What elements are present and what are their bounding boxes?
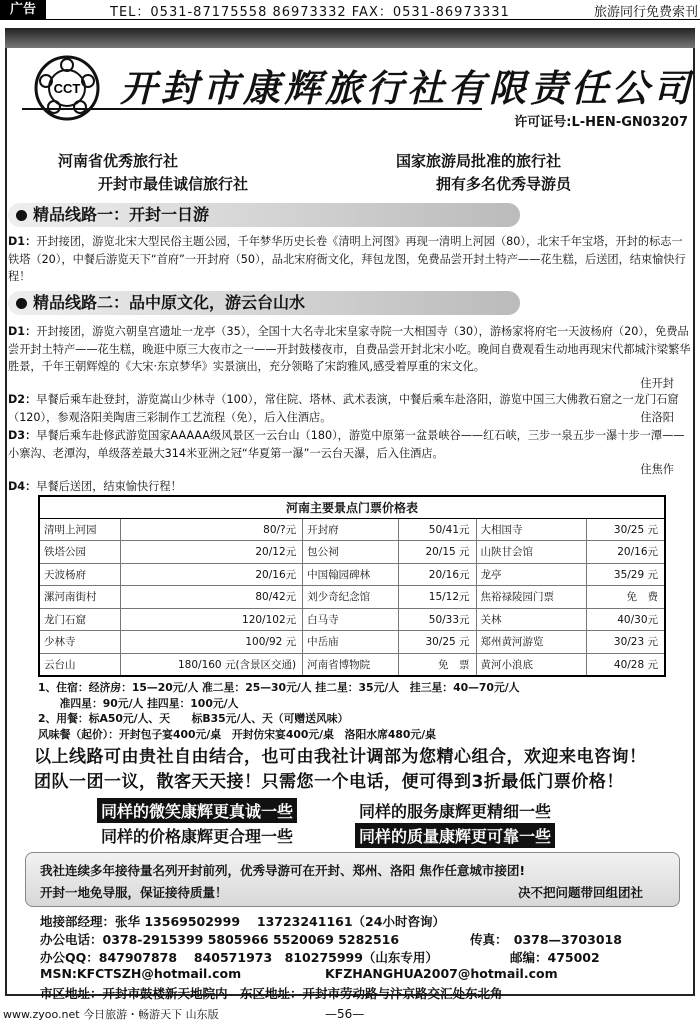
title-underline — [22, 108, 482, 110]
attraction-name: 清明上河园 — [39, 518, 121, 541]
note-line: 1、住宿：经济房：15—20元/人 准二星：25—30元/人 挂二星：35元/人 挂三星：40—70元/人 — [38, 681, 520, 694]
license-number: 许可证号:L-HEN-GN03207 — [514, 115, 688, 130]
route2-title: 精品线路二：品中原文化，游云台山水 — [33, 293, 306, 312]
ticket-price: 30/25 元 — [587, 518, 665, 541]
honor-2: 开封市最佳诚信旅行社 — [98, 175, 249, 193]
office-qq: 办公QQ：847907878 840571973 810275999（山东专用） — [40, 950, 438, 965]
address: 市区地址：开封市鼓楼新天地院内 东区地址：开封市劳动路与汴京路交汇处东北角 — [40, 986, 503, 1001]
page-number: —56— — [325, 1007, 365, 1021]
route2-day1: D1：开封接团，游览六朝皇宫遗址一龙亭（35），全国十大名寺北宋皇家寺院一大相国寺（30），游杨家将府宅一天波杨府（20），免费品尝开封土特产——花生糕，晚逛中原三大夜市之一——开封鼓楼夜市，自费品尝开封北宋小吃。晚间自费观看生动地再现宋代都城汴梁繁华胜景，千年王朝辉煌的《大宋·东京梦华》实景演出，充分领略了宋韵雅风,感受着厚重的宋文化。 — [8, 325, 691, 373]
footer-site: www.zyoo.net 今日旅游・畅游天下 山东版 — [3, 1008, 219, 1021]
attraction-name: 关林 — [476, 608, 587, 631]
ticket-price: 20/16元 — [587, 541, 665, 564]
ticket-price: 20/12元 — [121, 541, 303, 564]
attraction-name: 郑州黄河游览 — [476, 631, 587, 654]
route2-stay3: 住焦作 — [640, 463, 674, 476]
slogan-2: 团队一团一议，散客天天接！只需您一个电话，便可得到3折最低门票价格！ — [34, 772, 624, 792]
service-line1: 我社连续多年接待量名列开封前列，优秀导游可在开封、郑州、洛阳 焦作任意城市接团! — [40, 863, 526, 878]
promo-block-3: 同样的价格康辉更合理一些 — [101, 827, 294, 846]
table-row — [39, 541, 665, 564]
ticket-price: 50/41元 — [398, 518, 476, 541]
msn-1: MSN:KFCTSZH@hotmail.com — [40, 966, 242, 981]
route2-day4: D4：早餐后送团，结束愉快行程！ — [8, 480, 182, 493]
msn-2: KFZHANGHUA2007@hotmail.com — [325, 966, 558, 981]
attraction-name: 河南省博物院 — [303, 653, 399, 676]
route2-day3: D3：早餐后乘车赴修武游览国家AAAAA级风景区一云台山（180），游览中原第一盆景峡谷——红石峡，三步一泉五步一瀑十步一潭——小寨沟、老潭沟，单级落差最大314米亚洲之冠“华夏第一瀑”一云台天瀑，后入住酒店。 — [8, 429, 685, 460]
note-line: 2、用餐：标A50元/人、天 标B35元/人、天（可赠送风味） — [38, 712, 349, 725]
route1-title: 精品线路一：开封一日游 — [33, 205, 210, 224]
route2-stay1: 住开封 — [640, 377, 674, 390]
table-row — [39, 518, 665, 541]
ticket-price: 180/160 元(含景区交通) — [121, 653, 303, 676]
top-contact: TEL：0531-87175558 86973332 FAX：0531-86973331 — [110, 5, 510, 20]
ticket-price: 35/29 元 — [587, 563, 665, 586]
note-line: 风味餐（起价）：开封包子宴400元/桌 开封仿宋宴400元/桌 洛阳水席480元/桌 — [38, 727, 436, 741]
attraction-name: 少林寺 — [39, 631, 121, 654]
ticket-price: 80/?元 — [121, 518, 303, 541]
free-subscribe-text: 旅游同行免费索刊 — [593, 5, 698, 20]
attraction-name: 漯河南街村 — [39, 586, 121, 609]
promo-block-1: 同样的微笑康辉更真诚一些 — [97, 798, 297, 823]
service-line2a: 开封一地免导服，保证接待质量！ — [40, 885, 228, 900]
ticket-price: 40/28 元 — [587, 653, 665, 676]
table-row — [39, 563, 665, 586]
ticket-price: 20/16元 — [398, 563, 476, 586]
ticket-price: 80/42元 — [121, 586, 303, 609]
attraction-name: 天波杨府 — [39, 563, 121, 586]
route1-day1: D1：开封接团，游览北宋大型民俗主题公园，千年梦华历史长卷《清明上河图》再现一清明上河园（80），北宋千年宝塔，开封的标志一铁塔（20），中餐后游览天下“首府”一开封府（50），品北宋府衙文化，拜包龙图，免费品尝开封土特产——花生糕，后送团，结束愉快行程！ — [8, 235, 686, 283]
route2-day2: D2：早餐后乘车赴登封，游览嵩山少林寺（100），常住院、塔林、武术表演，中餐后乘车赴洛阳，游览中国三大佛教石窟之一龙门石窟（120），参观洛阳美陶唐三彩制作工艺流程（免），后入住酒店。 — [8, 393, 679, 424]
ticket-price: 50/33元 — [398, 608, 476, 631]
attraction-name: 铁塔公园 — [39, 541, 121, 564]
route2-stay2: 住洛阳 — [640, 411, 674, 424]
logo-text: CCT — [53, 81, 81, 96]
ticket-price: 120/102元 — [121, 608, 303, 631]
top-bar — [0, 0, 700, 20]
promo-block-2: 同样的服务康辉更精细一些 — [359, 802, 552, 821]
attraction-name: 龙门石窟 — [39, 608, 121, 631]
ticket-price: 20/16元 — [121, 563, 303, 586]
ticket-price: 免 费 — [587, 586, 665, 609]
office-phone: 办公电话：0378-2915399 5805966 5520069 5282516 — [40, 932, 400, 947]
ad-tag: 广告 — [0, 0, 46, 19]
bullet-icon — [16, 210, 27, 221]
service-line2b: 决不把问题带回组团社 — [518, 885, 644, 900]
ticket-price: 15/12元 — [398, 586, 476, 609]
attraction-name: 山陕甘会馆 — [476, 541, 587, 564]
table-row — [39, 608, 665, 631]
table-row — [39, 631, 665, 654]
attraction-name: 白马寺 — [303, 608, 399, 631]
route1-title-bar — [8, 203, 520, 227]
attraction-name: 中国翰园碑林 — [303, 563, 399, 586]
company-name: 开封市康辉旅行社有限责任公司 — [120, 66, 694, 110]
ticket-price: 20/15 元 — [398, 541, 476, 564]
attraction-name: 刘少奇纪念馆 — [303, 586, 399, 609]
note-line: 准四星：90元/人 挂四星：100元/人 — [38, 696, 239, 710]
attraction-name: 云台山 — [39, 653, 121, 676]
table-row — [39, 586, 665, 609]
ticket-price: 100/92 元 — [121, 631, 303, 654]
ticket-price: 30/25 元 — [398, 631, 476, 654]
route2-title-bar — [8, 291, 520, 315]
notes — [38, 680, 519, 742]
promo-block-4: 同样的质量康辉更可靠一些 — [355, 823, 555, 848]
attraction-name: 开封府 — [303, 518, 399, 541]
ticket-price-table — [38, 495, 666, 677]
attraction-name: 黄河小浪底 — [476, 653, 587, 676]
ticket-price: 40/30元 — [587, 608, 665, 631]
service-box — [25, 852, 680, 907]
ticket-price: 30/23 元 — [587, 631, 665, 654]
footer — [0, 1002, 700, 1025]
header-strip — [5, 28, 695, 48]
table-row — [39, 653, 665, 676]
attraction-name: 包公祠 — [303, 541, 399, 564]
ticket-price: 免 票 — [398, 653, 476, 676]
honor-4: 拥有多名优秀导游员 — [436, 175, 572, 193]
bullet-icon — [16, 298, 27, 309]
honor-1: 河南省优秀旅行社 — [58, 152, 179, 170]
attraction-name: 大相国寺 — [476, 518, 587, 541]
postcode: 邮编：475002 — [510, 950, 600, 965]
cct-logo-icon — [34, 55, 100, 121]
price-table-title: 河南主要景点门票价格表 — [39, 496, 665, 518]
slogan-1: 以上线路可由贵社自由结合，也可由我社计调部为您精心组合，欢迎来电咨询！ — [34, 747, 647, 767]
attraction-name: 中岳庙 — [303, 631, 399, 654]
attraction-name: 龙亭 — [476, 563, 587, 586]
manager-contact: 地接部经理：张华 13569502999 13723241161（24小时咨询） — [40, 914, 445, 929]
attraction-name: 焦裕禄陵园门票 — [476, 586, 587, 609]
honor-3: 国家旅游局批准的旅行社 — [396, 152, 562, 170]
fax: 传真： 0378—3703018 — [470, 932, 622, 947]
